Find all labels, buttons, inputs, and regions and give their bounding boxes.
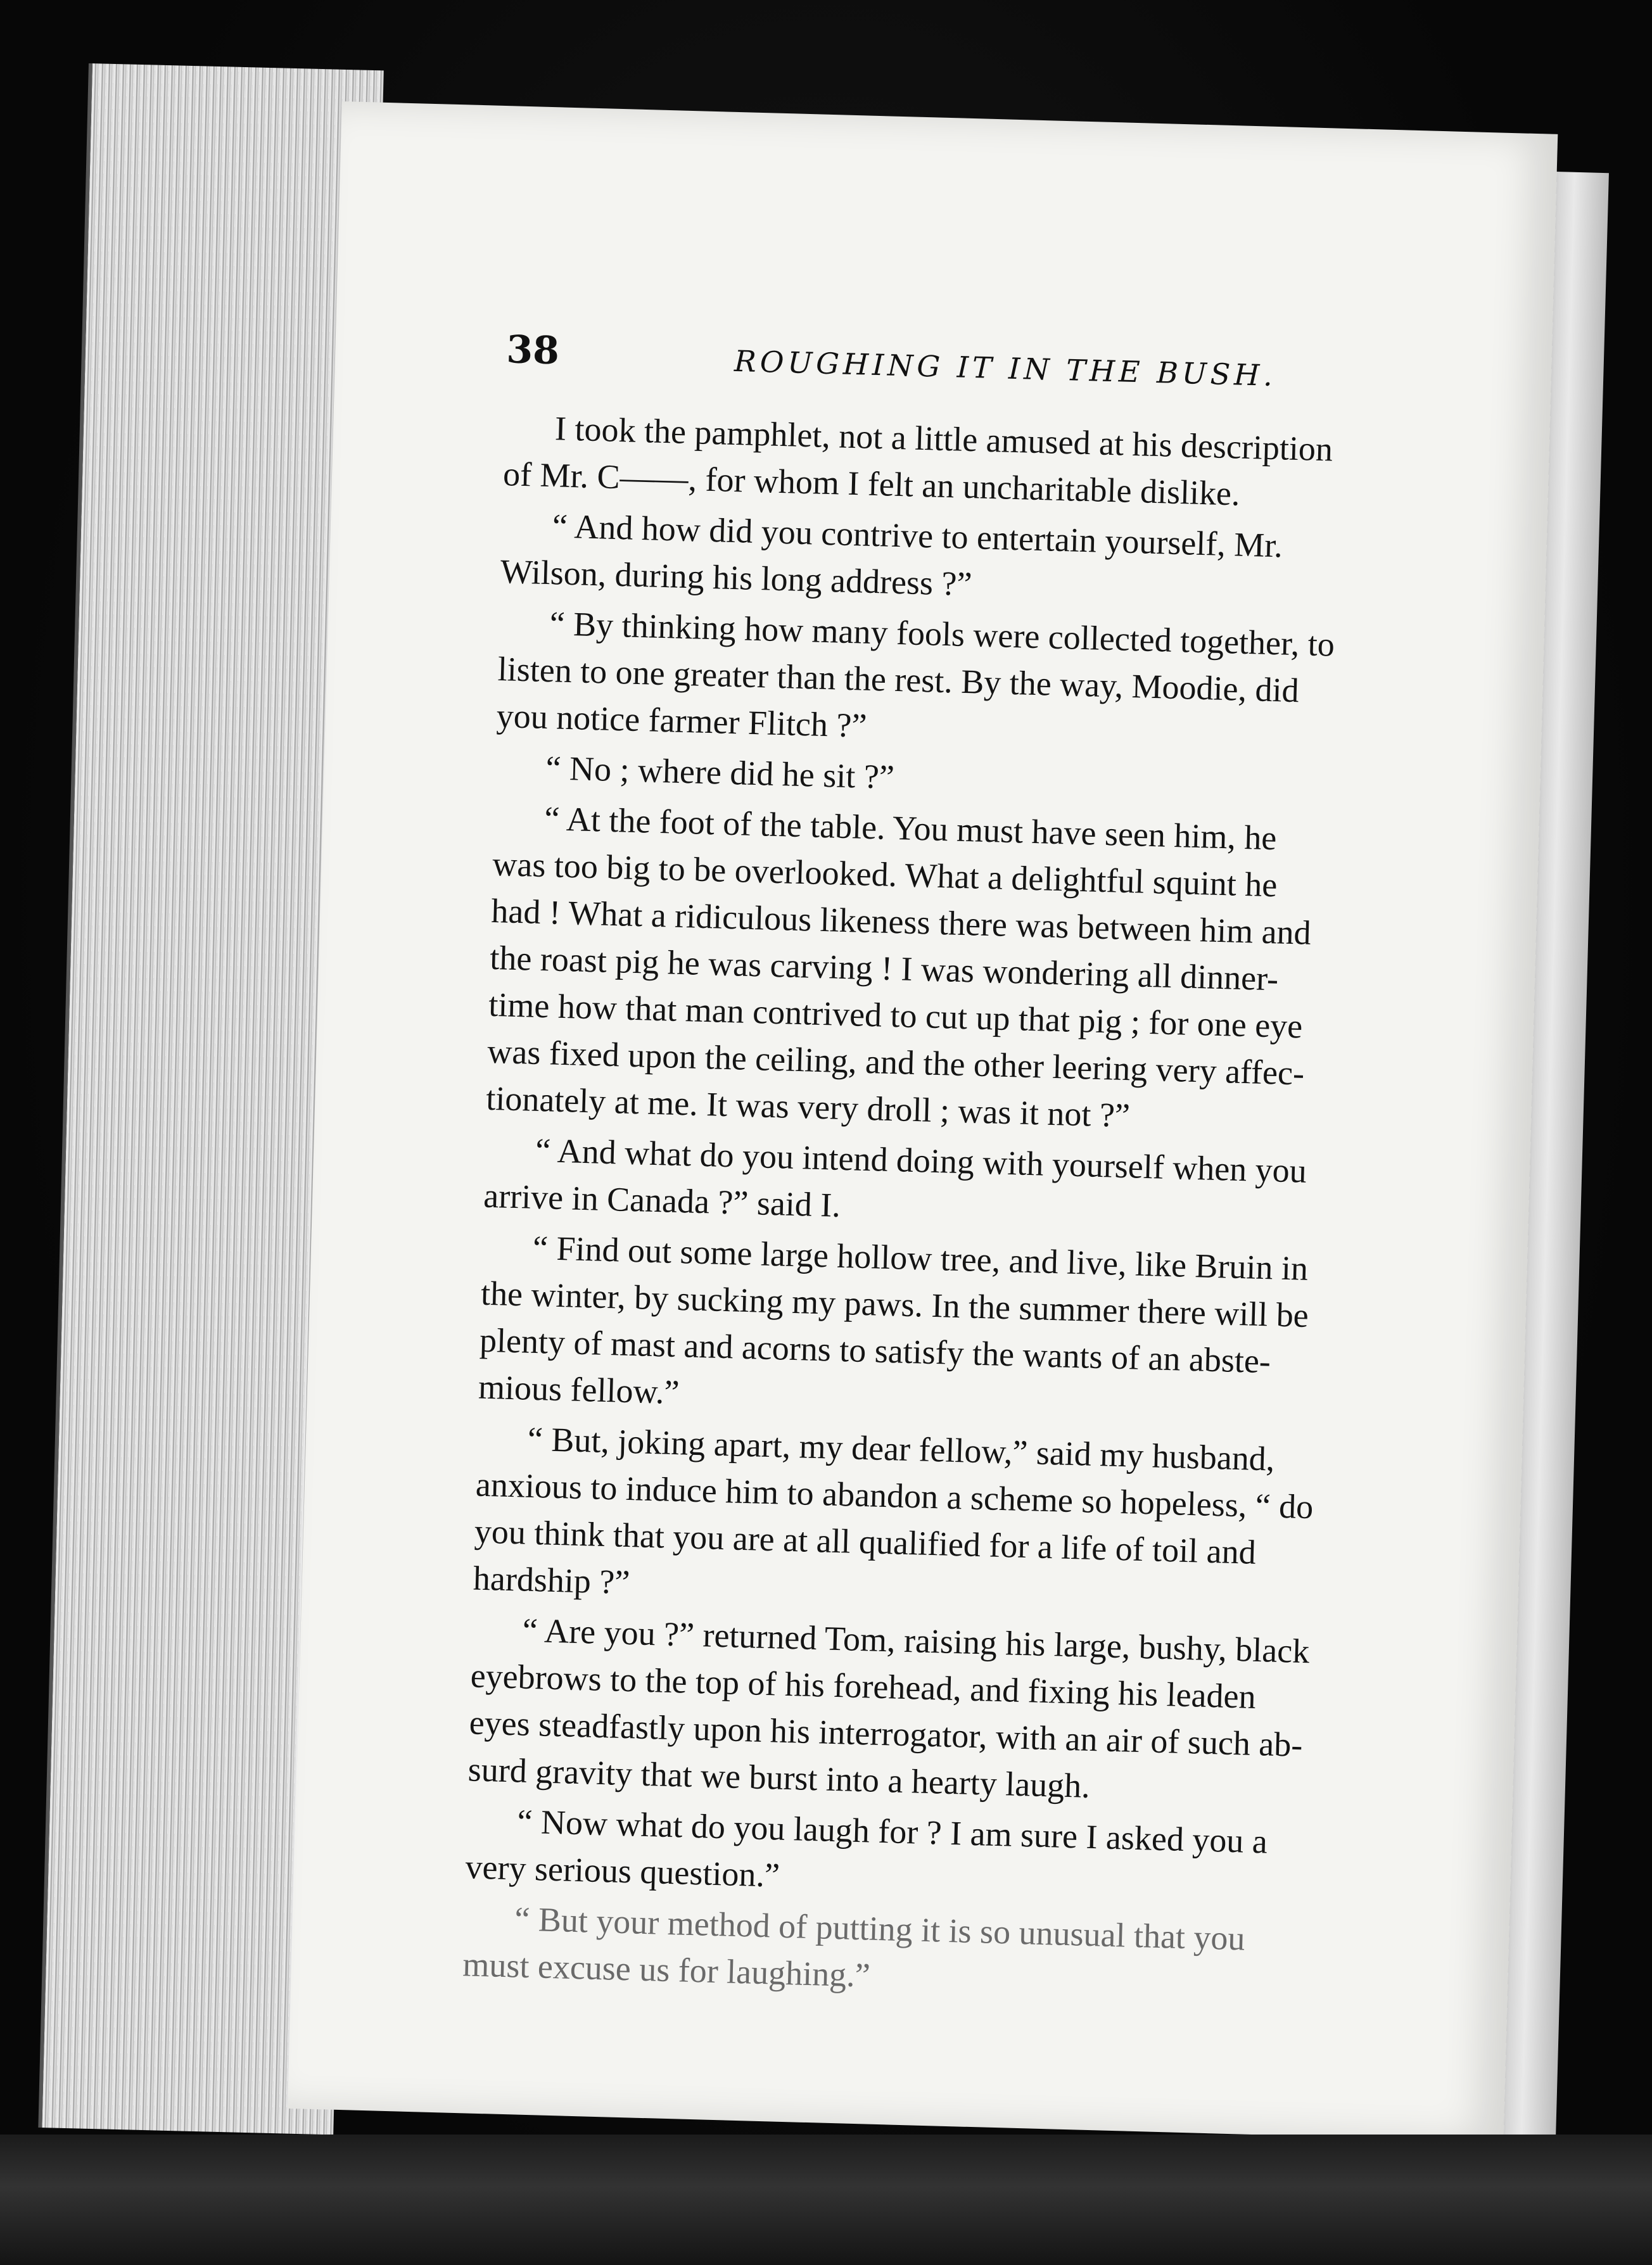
paragraph: “ Find out some large hollow tree, and live, like Bruin in the winter, by sucking my paws. In the summer there will be plenty of mast and acorns to satisfy the wants of an abste- mious fellow.” <box>478 1228 1309 1412</box>
paragraph: “ At the foot of the table. You must have seen him, he was too big to be overlooked. What a delightful squint he had ! What a ridiculous likeness there was between him and the roast pig he was carving ! I was wondering all dinner- time how that man contrived to cut up that pig ; for one eye was fixed upon the ceiling, and the other leering very affec- tionately at me. It was very droll ; was it not ?” <box>485 799 1312 1135</box>
paragraph: “ And what do you intend doing with yourself when you arrive in Canada ?” said I. <box>483 1131 1307 1224</box>
paragraph: “ Are you ?” returned Tom, raising his large, bushy, black eyebrows to the top of his forehead, and fixing his leaden eyes steadfastly upon his interrogator, with an air of such ab- surd gravity that we burst into a hearty laugh. <box>467 1611 1311 1805</box>
paragraph: “ Now what do you laugh for ? I am sure I asked you a very serious question.” <box>464 1802 1268 1894</box>
paragraph: “ And how did you contrive to entertain yourself, Mr. Wilson, during his long address ?” <box>500 507 1283 604</box>
paragraph: “ But your method of putting it is so unusual that you must excuse us for laughing.” <box>462 1900 1246 1995</box>
paragraph: “ No ; where did he sit ?” <box>545 749 895 796</box>
running-head: ROUGHING IT IN THE BUSH. <box>734 343 1277 393</box>
paragraph: I took the pamphlet, not a little amused at his description of Mr. C——, for whom I felt an uncharitable dislike. <box>502 409 1333 513</box>
background-shadow <box>0 2135 1652 2265</box>
paragraph: “ By thinking how many fools were collected together, to listen to one greater than the rest. By the way, Moodie, did you notice farmer Flitch ?” <box>496 604 1335 745</box>
book-page <box>288 101 1558 2141</box>
paragraph: “ But, joking apart, my dear fellow,” said my husband, anxious to induce him to abandon a scheme so hopeless, “ do you think that you are at all qualified for a life of toil and hardship ?” <box>473 1419 1314 1602</box>
page-number: 38 <box>505 327 560 374</box>
body-text <box>462 403 1423 2016</box>
